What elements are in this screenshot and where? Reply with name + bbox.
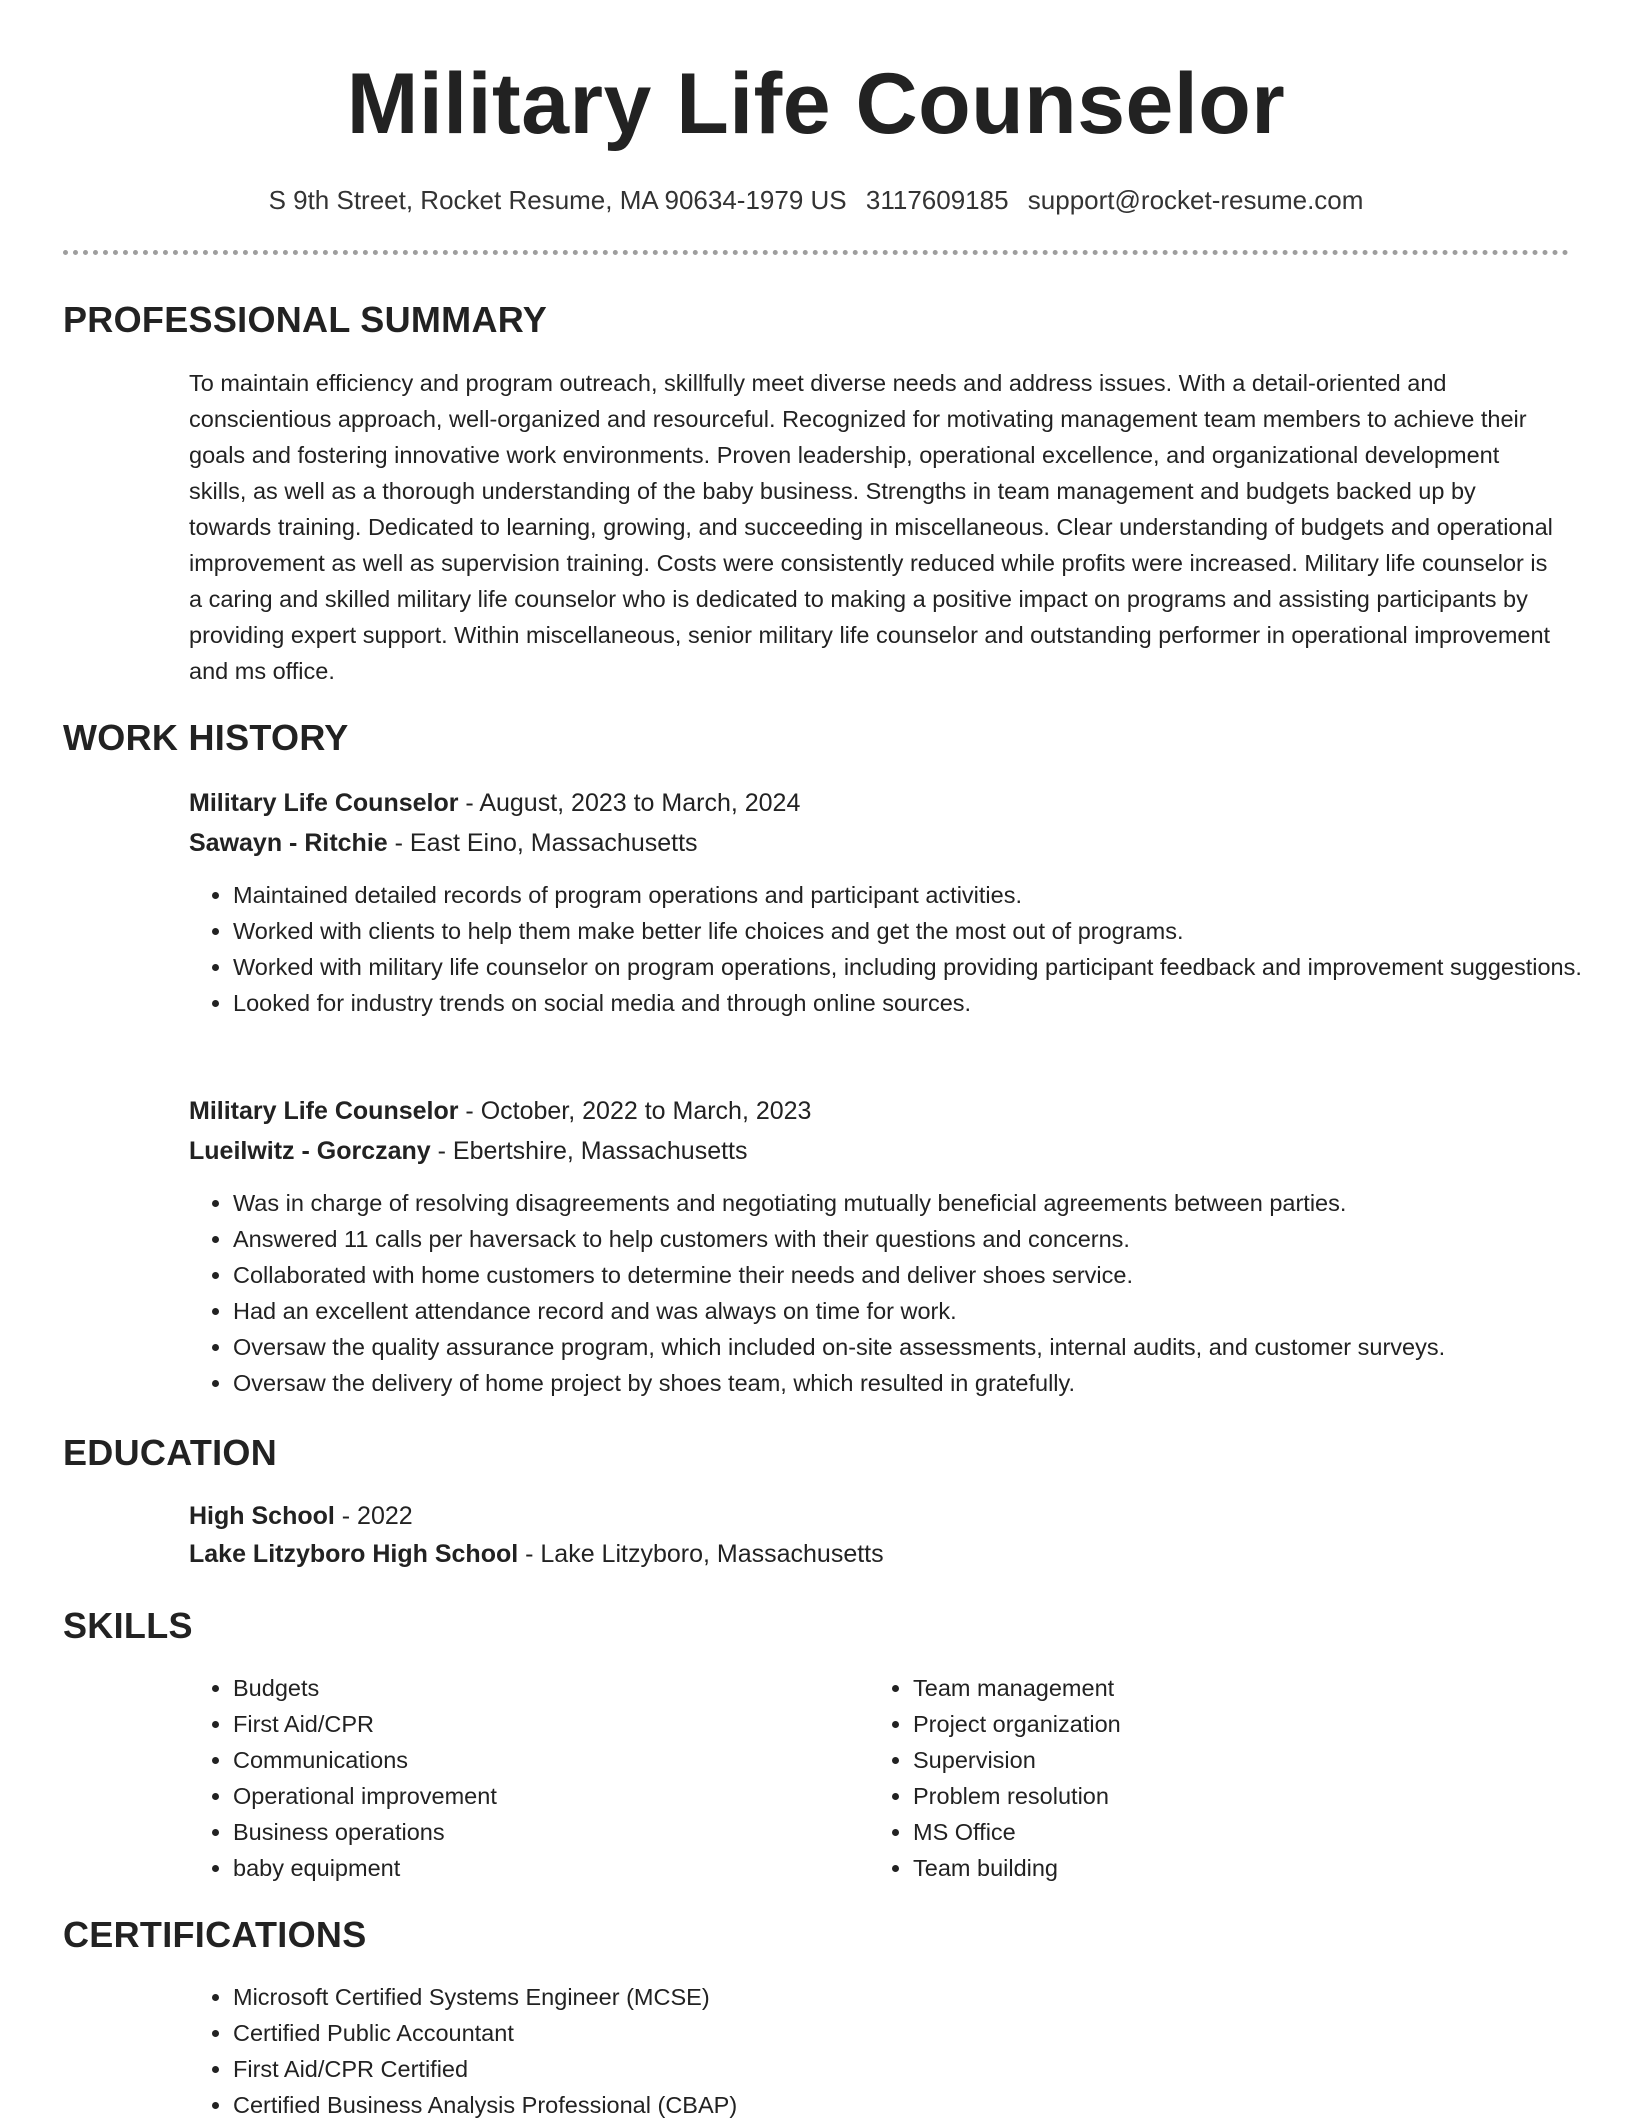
job-2-title-line (189, 1093, 811, 1129)
list-item: • Microsoft Certified Systems Engineer (MCSE) (233, 1979, 1608, 2015)
header-divider (63, 250, 1569, 255)
certifications-heading: CERTIFICATIONS (63, 1914, 367, 1955)
list-item: • Business operations (233, 1814, 873, 1850)
contact-address: S 9th Street, Rocket Resume, MA 90634-1979 US (268, 185, 847, 215)
job-1-location: - East Eino, Massachusetts (387, 829, 698, 857)
list-item: • Looked for industry trends on social media and through online sources. (233, 985, 1608, 1021)
job-2-location: - Ebertshire, Massachusetts (430, 1137, 748, 1165)
list-item: • Operational improvement (233, 1778, 873, 1814)
list-item: • Budgets (233, 1670, 873, 1706)
candidate-name: Military Life Counselor (346, 56, 1286, 152)
list-item: • Certified Business Analysis Professional (CBAP) (233, 2087, 1608, 2123)
list-item: • Oversaw the quality assurance program, which included on-site assessments, internal audits, and customer surveys. (233, 1329, 1608, 1365)
job-1-bullets (189, 877, 1608, 1021)
education-degree-line (189, 1498, 413, 1534)
resume-header (0, 0, 1632, 216)
list-item: • Problem resolution (913, 1778, 1553, 1814)
job-1-company: Sawayn - Ritchie (189, 829, 388, 857)
list-item: • Maintained detailed records of program operations and participant activities. (233, 877, 1608, 913)
skills-heading: SKILLS (63, 1605, 193, 1646)
list-item: • Project organization (913, 1706, 1553, 1742)
skills-right-list (869, 1670, 1553, 1886)
list-item: • Was in charge of resolving disagreements and negotiating mutually beneficial agreements between parties. (233, 1185, 1608, 1221)
list-item: • baby equipment (233, 1850, 873, 1886)
list-item: • Communications (233, 1742, 873, 1778)
list-item: • Worked with clients to help them make better life choices and get the most out of programs. (233, 913, 1608, 949)
job-1-role: Military Life Counselor (189, 789, 459, 817)
education-degree: High School (189, 1502, 335, 1530)
job-1-company-line (189, 825, 698, 861)
list-item: • Collaborated with home customers to determine their needs and deliver shoes service. (233, 1257, 1608, 1293)
skills-left-list (189, 1670, 873, 1886)
list-item: • First Aid/CPR Certified (233, 2051, 1608, 2087)
list-item: • Supervision (913, 1742, 1553, 1778)
list-item: • Had an excellent attendance record and was always on time for work. (233, 1293, 1608, 1329)
summary-heading: PROFESSIONAL SUMMARY (63, 299, 548, 340)
certifications-list (189, 1979, 1608, 2123)
contact-email: support@rocket-resume.com (1027, 185, 1364, 215)
education-school-line (189, 1536, 884, 1572)
list-item: • Team management (913, 1670, 1553, 1706)
education-heading: EDUCATION (63, 1432, 278, 1473)
job-2-dates: - October, 2022 to March, 2023 (458, 1097, 812, 1125)
job-2-company: Lueilwitz - Gorczany (189, 1137, 431, 1165)
list-item: • Answered 11 calls per haversack to help customers with their questions and concerns. (233, 1221, 1608, 1257)
list-item: • Oversaw the delivery of home project by shoes team, which resulted in gratefully. (233, 1365, 1608, 1401)
list-item: • Certified Public Accountant (233, 2015, 1608, 2051)
list-item: • MS Office (913, 1814, 1553, 1850)
list-item: • First Aid/CPR (233, 1706, 873, 1742)
list-item: • Worked with military life counselor on program operations, including providing participant feedback and improvement suggestions. (233, 949, 1608, 985)
job-1-dates: - August, 2023 to March, 2024 (458, 789, 801, 817)
education-school: Lake Litzyboro High School (189, 1540, 519, 1568)
job-1-title-line (189, 785, 800, 821)
education-location: - Lake Litzyboro, Massachusetts (518, 1540, 884, 1568)
job-2-company-line (189, 1133, 748, 1169)
job-2-bullets (189, 1185, 1608, 1401)
contact-phone: 3117609185 (865, 185, 1009, 215)
work-history-heading: WORK HISTORY (63, 717, 349, 758)
list-item: • Team building (913, 1850, 1553, 1886)
education-year: - 2022 (334, 1502, 413, 1530)
job-2-role: Military Life Counselor (189, 1097, 459, 1125)
contact-line (0, 184, 1632, 216)
summary-text: To maintain efficiency and program outreach, skillfully meet diverse needs and address issues. With a detail-oriented and conscientious approach, well-organized and resourceful. Recognized for motivating management team members to achieve their goals and fostering innovative work environments. Proven leadership, operational excellence, and organizational development skills, as well as a thorough understanding of the baby business. Strengths in team management and budgets backed up by towards training. Dedicated to learning, growing, and succeeding in miscellaneous. Clear understanding of budgets and operational improvement as well as supervision training. Costs were consistently reduced while profits were increased. Military life counselor is a caring and skilled military life counselor who is dedicated to making a positive impact on programs and assisting participants by providing expert support. Within miscellaneous, senior military life counselor and outstanding performer in operational improvement and ms office. (189, 370, 1553, 684)
